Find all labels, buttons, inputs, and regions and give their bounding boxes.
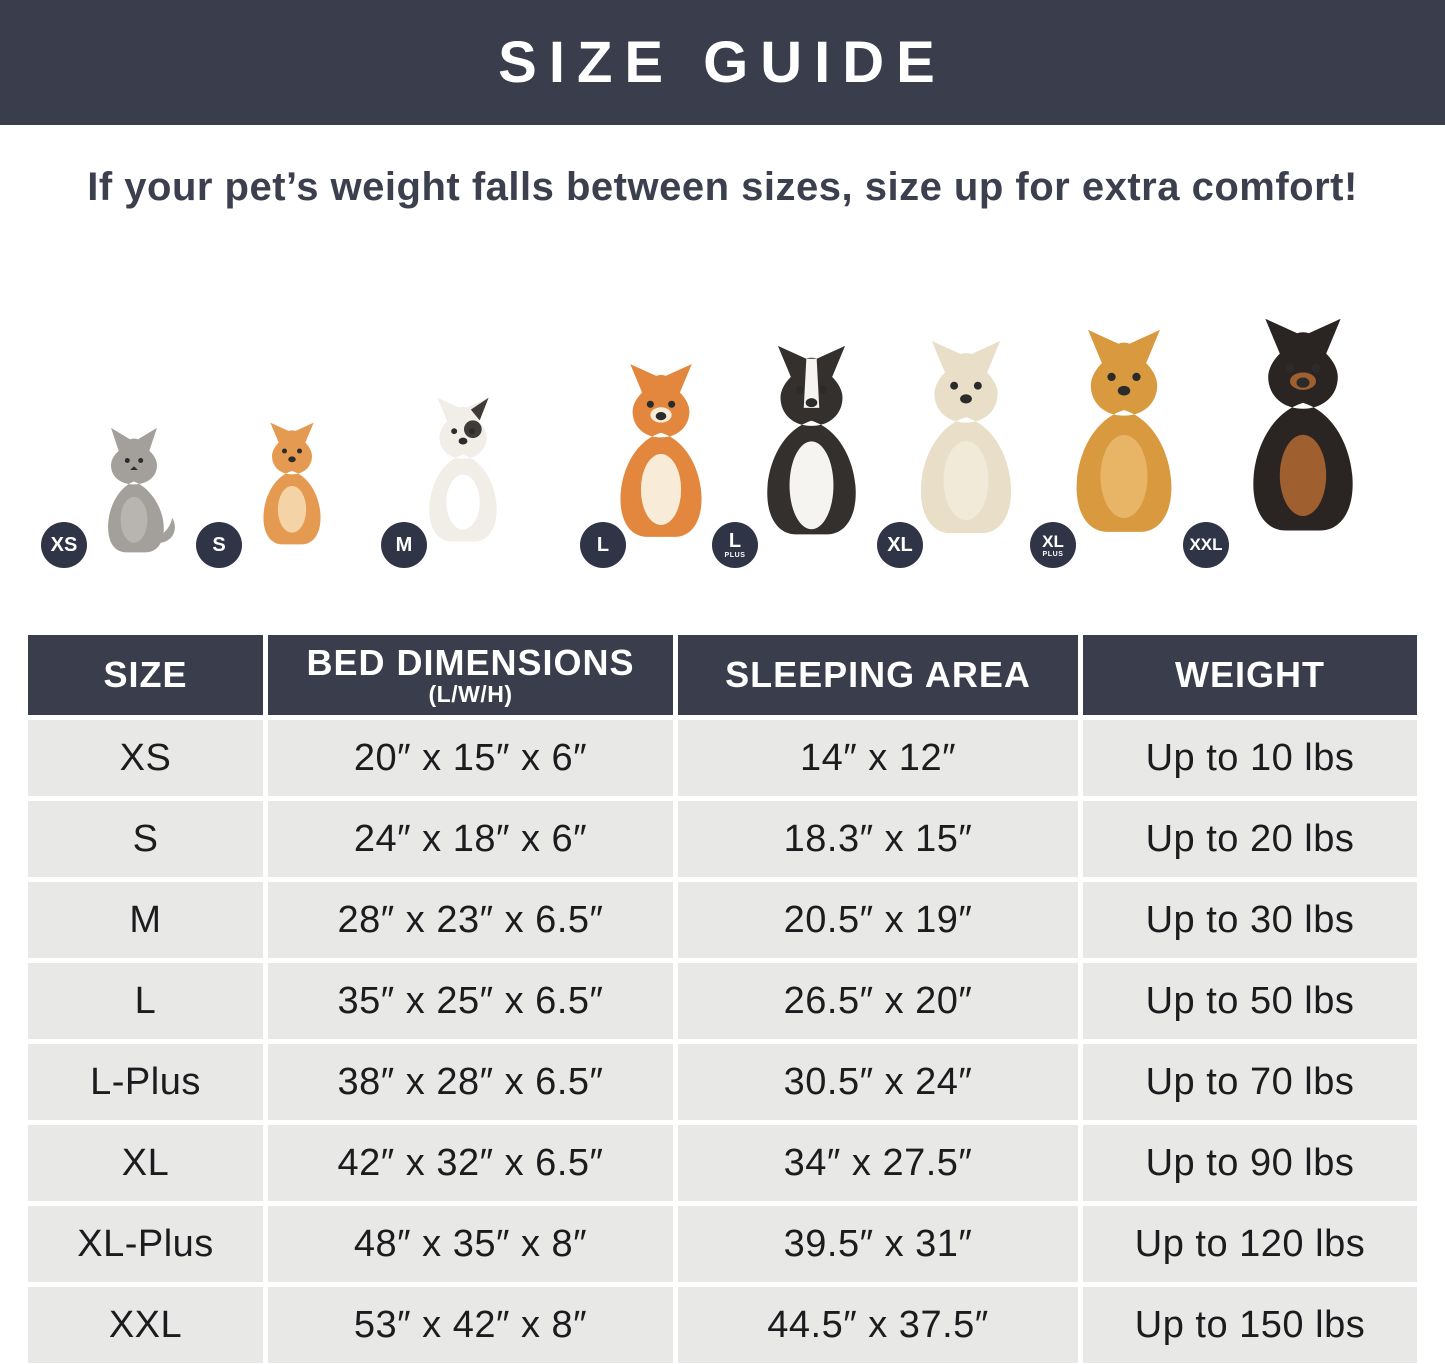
column-header-size: SIZE bbox=[28, 635, 263, 715]
cell-weight: Up to 150 lbs bbox=[1083, 1287, 1417, 1363]
pets-row bbox=[0, 283, 1445, 575]
page-title: SIZE GUIDE bbox=[498, 30, 947, 95]
cell-size: L-Plus bbox=[28, 1044, 263, 1120]
cell-sleeping-area: 18.3″ x 15″ bbox=[678, 801, 1078, 877]
size-badge-xl: XL bbox=[877, 522, 923, 568]
cell-size: XL bbox=[28, 1125, 263, 1201]
size-badge-m: M bbox=[381, 522, 427, 568]
cell-bed-dimensions: 28″ x 23″ x 6.5″ bbox=[268, 882, 673, 958]
cell-bed-dimensions: 38″ x 28″ x 6.5″ bbox=[268, 1044, 673, 1120]
cell-sleeping-area: 39.5″ x 31″ bbox=[678, 1206, 1078, 1282]
size-badge-s: S bbox=[196, 522, 242, 568]
cell-sleeping-area: 44.5″ x 37.5″ bbox=[678, 1287, 1078, 1363]
cell-weight: Up to 120 lbs bbox=[1083, 1206, 1417, 1282]
size-table bbox=[28, 635, 1417, 1363]
cell-weight: Up to 20 lbs bbox=[1083, 801, 1417, 877]
cell-sleeping-area: 20.5″ x 19″ bbox=[678, 882, 1078, 958]
cell-bed-dimensions: 42″ x 32″ x 6.5″ bbox=[268, 1125, 673, 1201]
cell-size: M bbox=[28, 882, 263, 958]
cell-weight: Up to 10 lbs bbox=[1083, 720, 1417, 796]
column-header-weight: WEIGHT bbox=[1083, 635, 1417, 715]
cell-bed-dimensions: 48″ x 35″ x 8″ bbox=[268, 1206, 673, 1282]
cell-sleeping-area: 14″ x 12″ bbox=[678, 720, 1078, 796]
column-header-bed-dimensions: BED DIMENSIONS (L/W/H) bbox=[268, 635, 673, 715]
cell-bed-dimensions: 53″ x 42″ x 8″ bbox=[268, 1287, 673, 1363]
cell-weight: Up to 30 lbs bbox=[1083, 882, 1417, 958]
size-badge-xs: XS bbox=[41, 522, 87, 568]
column-header-sleeping-area: SLEEPING AREA bbox=[678, 635, 1078, 715]
cell-size: L bbox=[28, 963, 263, 1039]
cell-size: XL-Plus bbox=[28, 1206, 263, 1282]
size-badge-xl-plus: XL PLUS bbox=[1030, 522, 1076, 568]
cell-bed-dimensions: 35″ x 25″ x 6.5″ bbox=[268, 963, 673, 1039]
cell-weight: Up to 90 lbs bbox=[1083, 1125, 1417, 1201]
size-badge-l: L bbox=[580, 522, 626, 568]
cell-bed-dimensions: 24″ x 18″ x 6″ bbox=[268, 801, 673, 877]
size-badge-l-plus: L PLUS bbox=[712, 522, 758, 568]
cell-size: XXL bbox=[28, 1287, 263, 1363]
cell-sleeping-area: 26.5″ x 20″ bbox=[678, 963, 1078, 1039]
cell-weight: Up to 50 lbs bbox=[1083, 963, 1417, 1039]
cell-weight: Up to 70 lbs bbox=[1083, 1044, 1417, 1120]
cell-bed-dimensions: 20″ x 15″ x 6″ bbox=[268, 720, 673, 796]
cell-size: S bbox=[28, 801, 263, 877]
cell-sleeping-area: 34″ x 27.5″ bbox=[678, 1125, 1078, 1201]
subtitle: If your pet’s weight falls between sizes, size up for extra comfort! bbox=[87, 165, 1358, 209]
pet-photo-border-collie bbox=[734, 328, 889, 565]
page-header bbox=[0, 0, 1445, 125]
pet-photo-doberman bbox=[1216, 298, 1390, 565]
cell-sleeping-area: 30.5″ x 24″ bbox=[678, 1044, 1078, 1120]
pet-photo-cat bbox=[86, 426, 182, 565]
cell-size: XS bbox=[28, 720, 263, 796]
size-badge-xxl: XXL bbox=[1183, 522, 1229, 568]
pet-photo-pomeranian bbox=[242, 412, 342, 565]
